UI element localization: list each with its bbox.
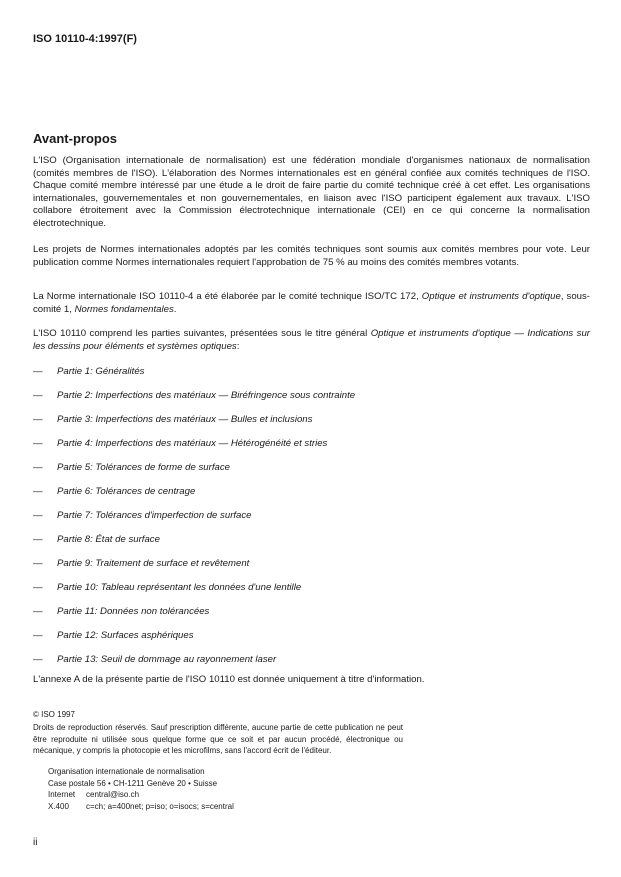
- document-header: ISO 10110-4:1997(F): [33, 33, 137, 45]
- paragraph-annex: L'annexe A de la présente partie de l'ISO 10110 est donnée uniquement à titre d'information.: [33, 674, 425, 685]
- dash: —: [33, 606, 43, 617]
- dash: —: [33, 390, 43, 401]
- x400-label: X.400: [48, 801, 69, 811]
- list-item: [33, 534, 590, 558]
- dash: —: [33, 654, 43, 665]
- dash: —: [33, 630, 43, 641]
- section-title: Avant-propos: [33, 131, 118, 146]
- list-item: [33, 438, 590, 462]
- dash: —: [33, 534, 43, 545]
- part-title: Partie 12: Surfaces asphériques: [57, 630, 194, 641]
- part-title: Partie 6: Tolérances de centrage: [57, 486, 196, 497]
- text: Optique et instruments d'optique — Indications sur les dessins pour éléments et systèmes optiques: [33, 328, 591, 352]
- part-title: Partie 2: Imperfections des matériaux — Biréfringence sous contrainte: [57, 390, 356, 401]
- list-item: [33, 486, 590, 510]
- list-item: [33, 606, 590, 630]
- organisation-address: [48, 766, 234, 812]
- dash: —: [33, 438, 43, 449]
- dash: —: [33, 510, 43, 521]
- page-number: ii: [33, 837, 38, 848]
- paragraph-parts-intro: [33, 328, 590, 353]
- internet-label: Internet: [48, 790, 76, 799]
- org-address: Case postale 56 • CH-1211 Genève 20 • Suisse: [48, 778, 218, 788]
- x400-address: c=ch; a=400net; p=iso; o=isocs; s=central: [86, 801, 234, 811]
- text: :: [236, 340, 240, 352]
- dash: —: [33, 366, 43, 377]
- part-title: Partie 9: Traitement de surface et revêtement: [57, 558, 250, 569]
- part-title: Partie 13: Seuil de dommage au rayonnement laser: [57, 654, 277, 665]
- list-item: [33, 390, 590, 414]
- dash: —: [33, 462, 43, 473]
- paragraph-iso-intro: L'ISO (Organisation internationale de normalisation) est une fédération mondiale d'organismes nationaux de normalisation (comités membres de l'ISO). L'élaboration des Normes internationales est en général confiée aux comités techniques de l'ISO. Chaque comité membre intéressé par une étude a le droit de faire partie du comité technique créé à cet effet. Les organisations internationales, gouvernementales et non gouvernementales, en liaison avec l'ISO participent également aux travaux. L'ISO collabore étroitement avec la Commission électrotechnique internationale (CEI) en ce qui concerne la normalisation électrotechnique.: [33, 155, 590, 229]
- list-item: [33, 414, 590, 438]
- list-item: [33, 582, 590, 606]
- part-title: Partie 8: État de surface: [57, 534, 160, 545]
- dash: —: [33, 582, 43, 593]
- part-title: Partie 11: Données non tolérancées: [57, 606, 210, 617]
- paragraph-voting: Les projets de Normes internationales adoptés par les comités techniques sont soumis aux comités membres pour vote. Leur publication comme Normes internationales requiert l'approbation de 75 % au moins des comités membres votants.: [33, 244, 590, 268]
- internet-email: central@iso.ch: [86, 790, 140, 799]
- copyright: © ISO 1997: [33, 710, 75, 719]
- text: .: [173, 303, 177, 315]
- list-item: [33, 462, 590, 486]
- list-item: [33, 630, 590, 654]
- paragraph-committee: [33, 291, 590, 316]
- list-item: [33, 510, 590, 534]
- text: Optique et instruments d'optique: [421, 291, 561, 302]
- text: Normes fondamentales: [74, 303, 174, 315]
- part-title: Partie 4: Imperfections des matériaux — Hétérogénéité et stries: [57, 438, 328, 449]
- part-title: Partie 5: Tolérances de forme de surface: [57, 462, 230, 473]
- part-title: Partie 3: Imperfections des matériaux — Bulles et inclusions: [57, 414, 313, 425]
- dash: —: [33, 558, 43, 569]
- dash: —: [33, 486, 43, 497]
- text: La Norme internationale ISO 10110-4 a été élaborée par le comité technique ISO/TC 172,: [33, 291, 422, 302]
- org-name: Organisation internationale de normalisation: [48, 767, 205, 776]
- rights-notice: Droits de reproduction réservés. Sauf prescription différente, aucune partie de cette publication ne peut être reproduite ni utilisée sous quelque forme que ce soit et par aucun procédé, électronique ou mécanique, y compris la photocopie et les microfilms, sans l'accord écrit de l'éditeur.: [33, 723, 403, 755]
- part-title: Partie 7: Tolérances d'imperfection de surface: [57, 510, 252, 521]
- list-item: [33, 558, 590, 582]
- part-title: Partie 10: Tableau représentant les données d'une lentille: [57, 582, 302, 593]
- dash: —: [33, 414, 43, 425]
- parts-list: [33, 366, 590, 678]
- part-title: Partie 1: Généralités: [57, 366, 145, 377]
- text: , sous-comité 1,: [33, 291, 590, 315]
- text: L'ISO 10110 comprend les parties suivantes, présentées sous le titre général: [33, 328, 371, 339]
- list-item: [33, 366, 590, 390]
